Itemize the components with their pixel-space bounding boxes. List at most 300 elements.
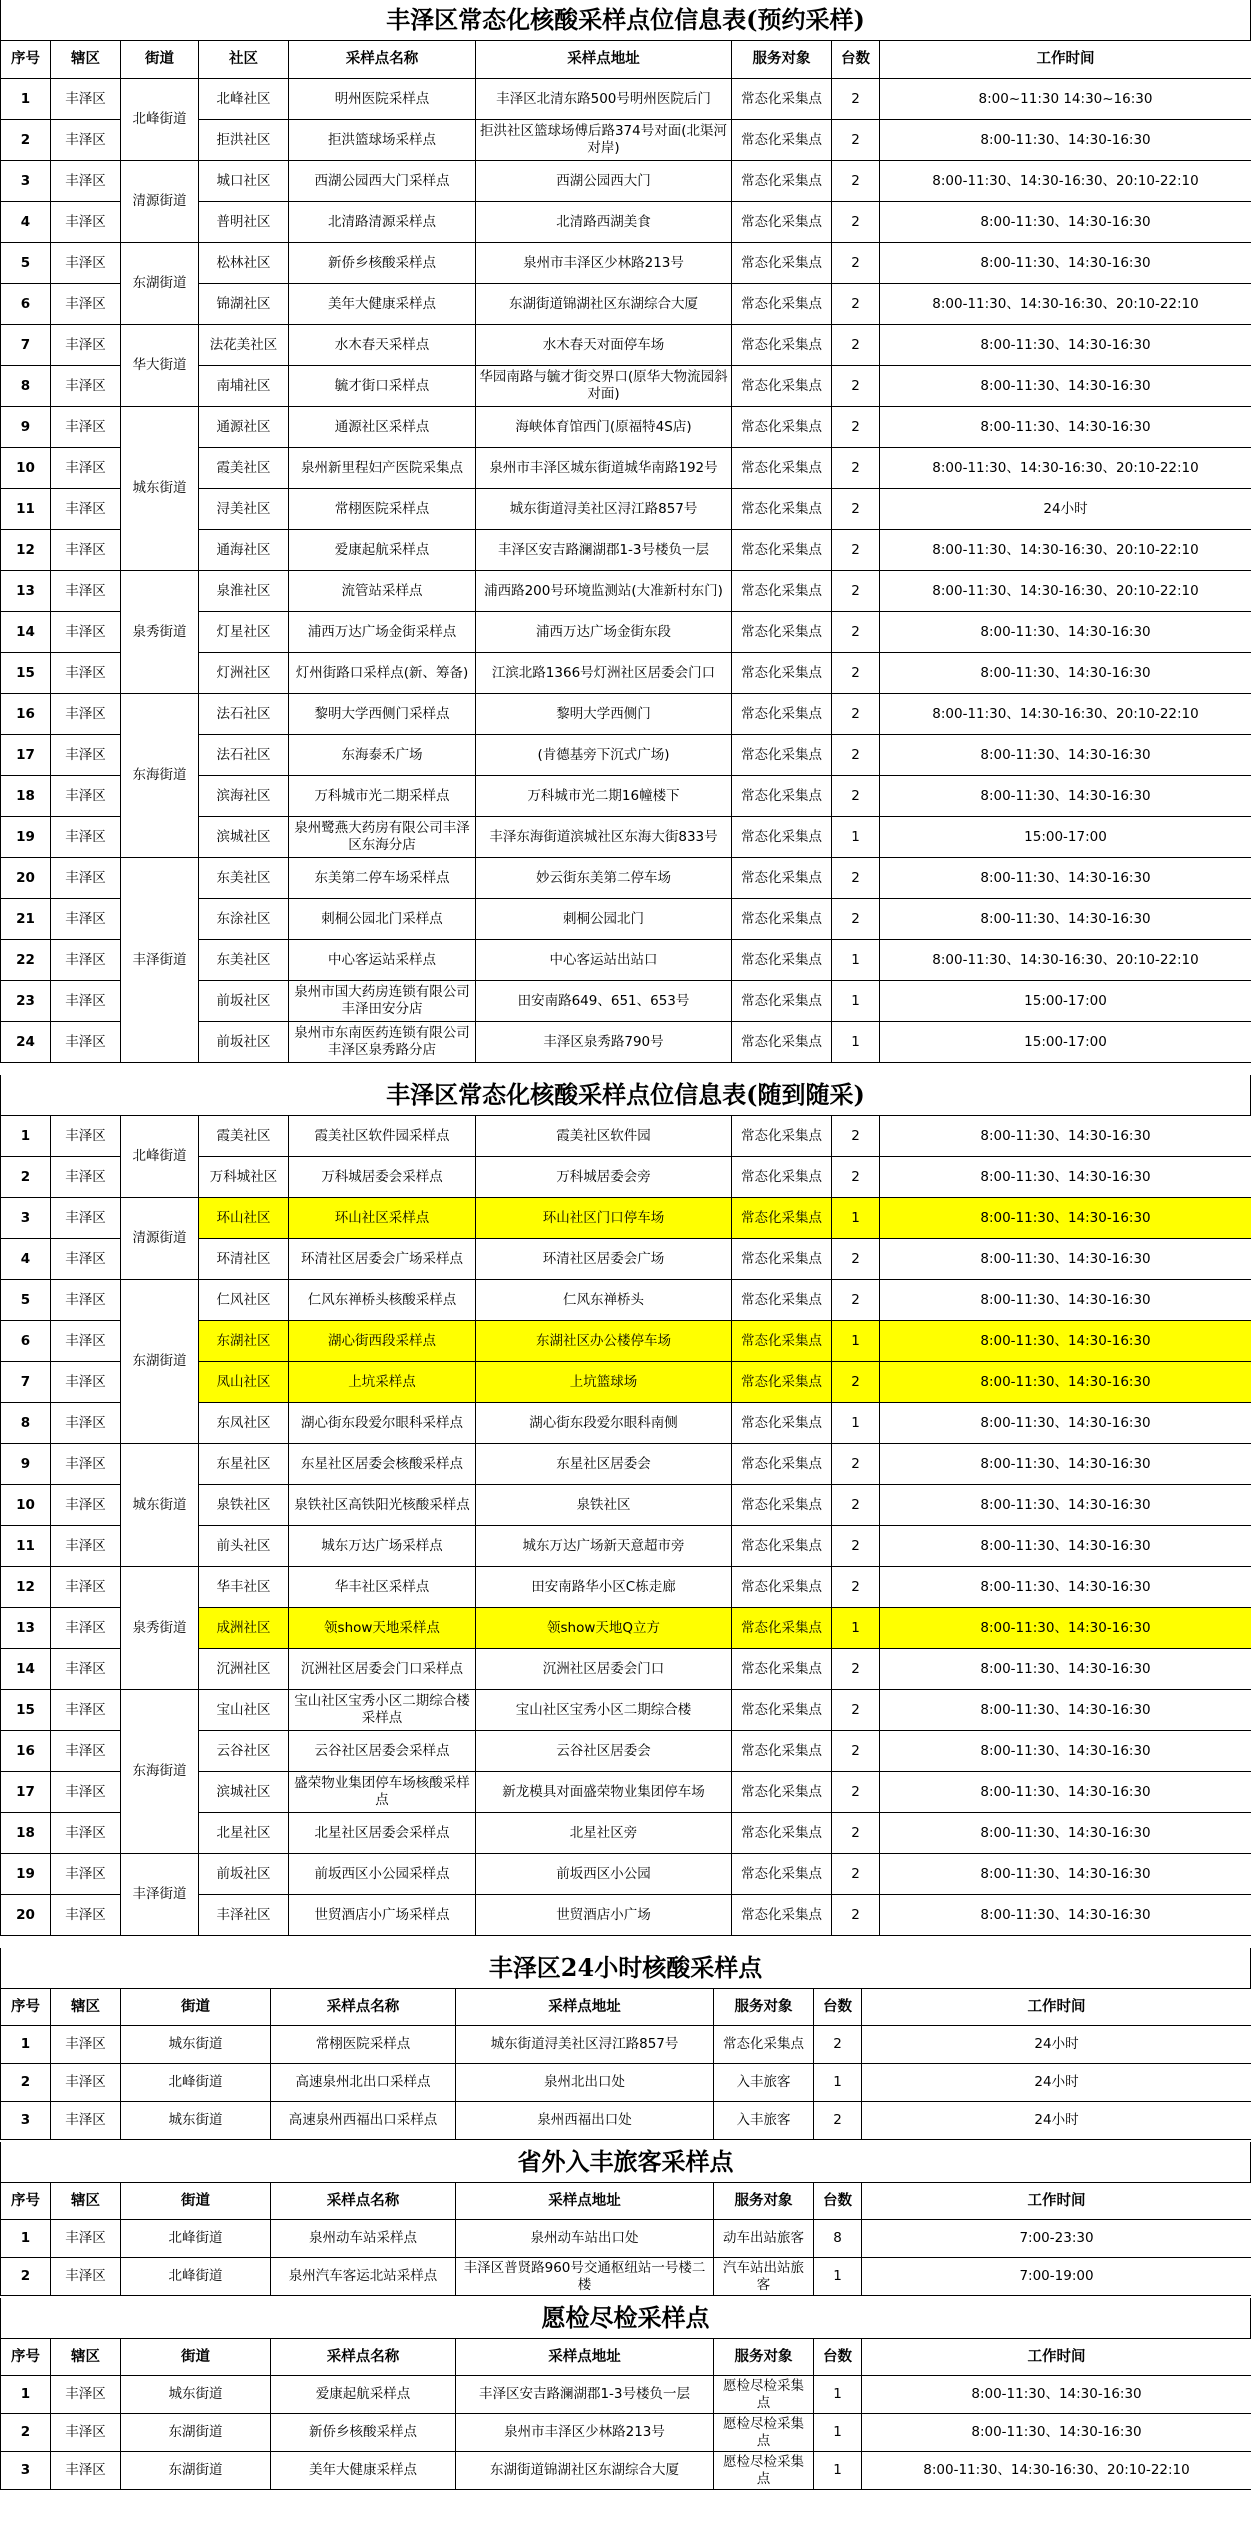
time-cell: 8:00-11:30、14:30-16:30 bbox=[880, 1690, 1251, 1731]
count-cell: 2 bbox=[832, 571, 880, 612]
district-cell: 丰泽区 bbox=[51, 202, 121, 243]
site-name-cell: 泉州动车站采样点 bbox=[271, 2220, 456, 2258]
site-name-cell: 霞美社区软件园采样点 bbox=[289, 1116, 476, 1157]
site-name-cell: 万科城市光二期采样点 bbox=[289, 776, 476, 817]
row-number: 11 bbox=[1, 489, 51, 530]
service-cell: 入丰旅客 bbox=[714, 2102, 814, 2140]
table-row bbox=[1, 2102, 1251, 2140]
row-number: 4 bbox=[1, 1239, 51, 1280]
site-address-cell: 东湖街道锦湖社区东湖综合大厦 bbox=[456, 2452, 714, 2490]
count-cell: 2 bbox=[832, 1895, 880, 1936]
street-cell: 东湖街道 bbox=[121, 2414, 271, 2452]
time-cell: 8:00-11:30、14:30-16:30 bbox=[880, 243, 1251, 284]
time-cell: 8:00-11:30、14:30-16:30 bbox=[880, 899, 1251, 940]
row-number: 10 bbox=[1, 1485, 51, 1526]
column-header: 台数 bbox=[814, 1989, 862, 2026]
site-address-cell: 丰泽区安吉路澜湖郡1-3号楼负一层 bbox=[476, 530, 732, 571]
community-cell: 万科城社区 bbox=[199, 1157, 289, 1198]
column-header: 辖区 bbox=[51, 1989, 121, 2026]
district-cell: 丰泽区 bbox=[51, 2026, 121, 2064]
service-cell: 常态化采集点 bbox=[732, 1239, 832, 1280]
street-cell: 丰泽街道 bbox=[121, 1854, 199, 1936]
time-cell: 8:00-11:30、14:30-16:30 bbox=[862, 2414, 1251, 2452]
site-address-cell: 江滨北路1366号灯洲社区居委会门口 bbox=[476, 653, 732, 694]
row-number: 9 bbox=[1, 407, 51, 448]
site-name-cell: 北星社区居委会采样点 bbox=[289, 1813, 476, 1854]
service-cell: 常态化采集点 bbox=[732, 612, 832, 653]
time-cell: 8:00-11:30、14:30-16:30、20:10-22:10 bbox=[880, 284, 1251, 325]
time-cell: 8:00~11:30 14:30~16:30 bbox=[880, 79, 1251, 120]
community-cell: 前坂社区 bbox=[199, 1854, 289, 1895]
column-header: 台数 bbox=[814, 2183, 862, 2220]
district-cell: 丰泽区 bbox=[51, 612, 121, 653]
community-cell: 环清社区 bbox=[199, 1239, 289, 1280]
site-address-cell: 海峡体育馆西门(原福特4S店) bbox=[476, 407, 732, 448]
community-cell: 东星社区 bbox=[199, 1444, 289, 1485]
district-cell: 丰泽区 bbox=[51, 653, 121, 694]
count-cell: 1 bbox=[832, 817, 880, 858]
site-address-cell: 妙云街东美第二停车场 bbox=[476, 858, 732, 899]
column-header: 辖区 bbox=[51, 2339, 121, 2376]
time-cell: 24小时 bbox=[880, 489, 1251, 530]
row-number: 20 bbox=[1, 858, 51, 899]
service-cell: 常态化采集点 bbox=[732, 1280, 832, 1321]
street-cell: 城东街道 bbox=[121, 2026, 271, 2064]
count-cell: 2 bbox=[814, 2026, 862, 2064]
site-address-cell: 仁风东禅桥头 bbox=[476, 1280, 732, 1321]
count-cell: 2 bbox=[832, 1854, 880, 1895]
street-cell: 泉秀街道 bbox=[121, 571, 199, 694]
time-cell: 8:00-11:30、14:30-16:30 bbox=[880, 1649, 1251, 1690]
community-cell: 通源社区 bbox=[199, 407, 289, 448]
district-cell: 丰泽区 bbox=[51, 448, 121, 489]
count-cell: 2 bbox=[832, 161, 880, 202]
time-cell: 8:00-11:30、14:30-16:30 bbox=[880, 120, 1251, 161]
row-number: 13 bbox=[1, 1608, 51, 1649]
table-row bbox=[1, 2220, 1251, 2258]
service-cell: 常态化采集点 bbox=[732, 1362, 832, 1403]
site-name-cell: 常栩医院采样点 bbox=[289, 489, 476, 530]
district-cell: 丰泽区 bbox=[51, 2376, 121, 2414]
site-address-cell: 万科城市光二期16幢楼下 bbox=[476, 776, 732, 817]
time-cell: 8:00-11:30、14:30-16:30 bbox=[880, 1895, 1251, 1936]
service-cell: 常态化采集点 bbox=[732, 366, 832, 407]
column-header: 采样点地址 bbox=[456, 1989, 714, 2026]
district-cell: 丰泽区 bbox=[51, 79, 121, 120]
row-number: 6 bbox=[1, 1321, 51, 1362]
service-cell: 常态化采集点 bbox=[732, 694, 832, 735]
site-address-cell: 丰泽区安吉路澜湖郡1-3号楼负一层 bbox=[456, 2376, 714, 2414]
site-address-cell: 浦西万达广场金街东段 bbox=[476, 612, 732, 653]
time-cell: 8:00-11:30、14:30-16:30 bbox=[880, 776, 1251, 817]
site-address-cell: 浦西路200号环境监测站(大准新村东门) bbox=[476, 571, 732, 612]
site-name-cell: 城东万达广场采样点 bbox=[289, 1526, 476, 1567]
district-cell: 丰泽区 bbox=[51, 1157, 121, 1198]
site-name-cell: 宝山社区宝秀小区二期综合楼采样点 bbox=[289, 1690, 476, 1731]
table-row bbox=[1, 2258, 1251, 2296]
column-header: 序号 bbox=[1, 2183, 51, 2220]
table-row bbox=[1, 571, 1251, 612]
column-header: 序号 bbox=[1, 41, 51, 79]
community-cell: 丰泽社区 bbox=[199, 1895, 289, 1936]
service-cell: 常态化采集点 bbox=[732, 1567, 832, 1608]
service-cell: 常态化采集点 bbox=[732, 1731, 832, 1772]
community-cell: 灯洲社区 bbox=[199, 653, 289, 694]
site-name-cell: 泉州新里程妇产医院采集点 bbox=[289, 448, 476, 489]
time-cell: 8:00-11:30、14:30-16:30 bbox=[880, 1157, 1251, 1198]
time-cell: 15:00-17:00 bbox=[880, 817, 1251, 858]
service-cell: 常态化采集点 bbox=[732, 653, 832, 694]
count-cell: 1 bbox=[814, 2376, 862, 2414]
time-cell: 8:00-11:30、14:30-16:30、20:10-22:10 bbox=[880, 940, 1251, 981]
site-name-cell: 前坂西区小公园采样点 bbox=[289, 1854, 476, 1895]
time-cell: 8:00-11:30、14:30-16:30、20:10-22:10 bbox=[862, 2452, 1251, 2490]
district-cell: 丰泽区 bbox=[51, 1772, 121, 1813]
district-cell: 丰泽区 bbox=[51, 940, 121, 981]
count-cell: 2 bbox=[832, 284, 880, 325]
column-header: 采样点地址 bbox=[476, 41, 732, 79]
site-name-cell: 东海泰禾广场 bbox=[289, 735, 476, 776]
row-number: 3 bbox=[1, 2102, 51, 2140]
count-cell: 2 bbox=[832, 1731, 880, 1772]
site-name-cell: 东星社区居委会核酸采样点 bbox=[289, 1444, 476, 1485]
service-cell: 常态化采集点 bbox=[732, 940, 832, 981]
site-address-cell: 宝山社区宝秀小区二期综合楼 bbox=[476, 1690, 732, 1731]
service-cell: 常态化采集点 bbox=[732, 1444, 832, 1485]
service-cell: 常态化采集点 bbox=[732, 1690, 832, 1731]
time-cell: 24小时 bbox=[862, 2102, 1251, 2140]
district-cell: 丰泽区 bbox=[51, 735, 121, 776]
time-cell: 8:00-11:30、14:30-16:30 bbox=[880, 1321, 1251, 1362]
table-row bbox=[1, 1854, 1251, 1895]
time-cell: 8:00-11:30、14:30-16:30 bbox=[880, 325, 1251, 366]
site-name-cell: 常栩医院采样点 bbox=[271, 2026, 456, 2064]
column-header: 工作时间 bbox=[862, 2339, 1251, 2376]
service-cell: 常态化采集点 bbox=[732, 1608, 832, 1649]
street-cell: 丰泽街道 bbox=[121, 858, 199, 1063]
site-name-cell: 云谷社区居委会采样点 bbox=[289, 1731, 476, 1772]
district-cell: 丰泽区 bbox=[51, 694, 121, 735]
site-name-cell: 流管站采样点 bbox=[289, 571, 476, 612]
column-header: 辖区 bbox=[51, 41, 121, 79]
time-cell: 8:00-11:30、14:30-16:30 bbox=[880, 1731, 1251, 1772]
count-cell: 2 bbox=[832, 1362, 880, 1403]
site-address-cell: 新龙模具对面盛荣物业集团停车场 bbox=[476, 1772, 732, 1813]
service-cell: 愿检尽检采集点 bbox=[714, 2376, 814, 2414]
community-cell: 南埔社区 bbox=[199, 366, 289, 407]
time-cell: 8:00-11:30、14:30-16:30 bbox=[880, 1608, 1251, 1649]
site-name-cell: 上坑采样点 bbox=[289, 1362, 476, 1403]
count-cell: 2 bbox=[832, 899, 880, 940]
table-row bbox=[1, 2064, 1251, 2102]
row-number: 16 bbox=[1, 1731, 51, 1772]
table-row bbox=[1, 161, 1251, 202]
community-cell: 霞美社区 bbox=[199, 1116, 289, 1157]
time-cell: 8:00-11:30、14:30-16:30 bbox=[880, 1362, 1251, 1403]
time-cell: 8:00-11:30、14:30-16:30 bbox=[880, 1854, 1251, 1895]
site-address-cell: 东湖街道锦湖社区东湖综合大厦 bbox=[476, 284, 732, 325]
table-appointment bbox=[0, 40, 1251, 1063]
community-cell: 滨海社区 bbox=[199, 776, 289, 817]
column-header: 采样点名称 bbox=[271, 2183, 456, 2220]
site-address-cell: 前坂西区小公园 bbox=[476, 1854, 732, 1895]
site-name-cell: 北清路清源采样点 bbox=[289, 202, 476, 243]
district-cell: 丰泽区 bbox=[51, 1239, 121, 1280]
service-cell: 常态化采集点 bbox=[732, 325, 832, 366]
community-cell: 东凤社区 bbox=[199, 1403, 289, 1444]
site-name-cell: 灯州街路口采样点(新、筹备) bbox=[289, 653, 476, 694]
count-cell: 2 bbox=[832, 1157, 880, 1198]
time-cell: 8:00-11:30、14:30-16:30 bbox=[880, 1444, 1251, 1485]
site-address-cell: 泉州市丰泽区少林路213号 bbox=[456, 2414, 714, 2452]
site-name-cell: 浦西万达广场金街采样点 bbox=[289, 612, 476, 653]
community-cell: 东湖社区 bbox=[199, 1321, 289, 1362]
community-cell: 松林社区 bbox=[199, 243, 289, 284]
column-header: 采样点名称 bbox=[271, 1989, 456, 2026]
service-cell: 常态化采集点 bbox=[732, 1157, 832, 1198]
site-address-cell: 刺桐公园北门 bbox=[476, 899, 732, 940]
site-name-cell: 拒洪篮球场采样点 bbox=[289, 120, 476, 161]
time-cell: 24小时 bbox=[862, 2064, 1251, 2102]
site-address-cell: 中心客运站出站口 bbox=[476, 940, 732, 981]
column-header: 采样点名称 bbox=[271, 2339, 456, 2376]
time-cell: 8:00-11:30、14:30-16:30、20:10-22:10 bbox=[880, 571, 1251, 612]
community-cell: 云谷社区 bbox=[199, 1731, 289, 1772]
row-number: 8 bbox=[1, 1403, 51, 1444]
site-address-cell: 上坑篮球场 bbox=[476, 1362, 732, 1403]
service-cell: 动车出站旅客 bbox=[714, 2220, 814, 2258]
column-header: 台数 bbox=[832, 41, 880, 79]
community-cell: 前坂社区 bbox=[199, 1022, 289, 1063]
site-address-cell: 东湖社区办公楼停车场 bbox=[476, 1321, 732, 1362]
table-row bbox=[1, 2026, 1251, 2064]
district-cell: 丰泽区 bbox=[51, 1813, 121, 1854]
community-cell: 凤山社区 bbox=[199, 1362, 289, 1403]
street-cell: 城东街道 bbox=[121, 407, 199, 571]
service-cell: 常态化采集点 bbox=[732, 1485, 832, 1526]
district-cell: 丰泽区 bbox=[51, 407, 121, 448]
section-title-walkin: 丰泽区常态化核酸采样点位信息表(随到随采) bbox=[0, 1075, 1251, 1115]
site-address-cell: 环山社区门口停车场 bbox=[476, 1198, 732, 1239]
site-name-cell: 泉州市国大药房连锁有限公司丰泽田安分店 bbox=[289, 981, 476, 1022]
district-cell: 丰泽区 bbox=[51, 243, 121, 284]
site-address-cell: 西湖公园西大门 bbox=[476, 161, 732, 202]
section-title-out-of-province: 省外入丰旅客采样点 bbox=[0, 2142, 1251, 2182]
count-cell: 1 bbox=[832, 1403, 880, 1444]
count-cell: 2 bbox=[832, 735, 880, 776]
community-cell: 滨城社区 bbox=[199, 1772, 289, 1813]
district-cell: 丰泽区 bbox=[51, 1116, 121, 1157]
community-cell: 宝山社区 bbox=[199, 1690, 289, 1731]
table-row bbox=[1, 2414, 1251, 2452]
service-cell: 常态化采集点 bbox=[732, 1403, 832, 1444]
district-cell: 丰泽区 bbox=[51, 817, 121, 858]
district-cell: 丰泽区 bbox=[51, 325, 121, 366]
site-address-cell: 城东万达广场新天意超市旁 bbox=[476, 1526, 732, 1567]
section-title-24h: 丰泽区24小时核酸采样点 bbox=[0, 1948, 1251, 1988]
district-cell: 丰泽区 bbox=[51, 489, 121, 530]
count-cell: 2 bbox=[832, 120, 880, 161]
row-number: 2 bbox=[1, 120, 51, 161]
count-cell: 2 bbox=[832, 1116, 880, 1157]
site-address-cell: 田安南路649、651、653号 bbox=[476, 981, 732, 1022]
site-name-cell: 中心客运站采样点 bbox=[289, 940, 476, 981]
site-address-cell: 湖心街东段爱尔眼科南侧 bbox=[476, 1403, 732, 1444]
count-cell: 1 bbox=[814, 2258, 862, 2296]
site-address-cell: 泉州西福出口处 bbox=[456, 2102, 714, 2140]
street-cell: 北峰街道 bbox=[121, 2220, 271, 2258]
site-name-cell: 刺桐公园北门采样点 bbox=[289, 899, 476, 940]
site-address-cell: 田安南路华小区C栋走廊 bbox=[476, 1567, 732, 1608]
count-cell: 2 bbox=[832, 1444, 880, 1485]
count-cell: 2 bbox=[832, 1567, 880, 1608]
site-address-cell: 领show天地Q立方 bbox=[476, 1608, 732, 1649]
community-cell: 泉铁社区 bbox=[199, 1485, 289, 1526]
site-name-cell: 泉州鹭燕大药房有限公司丰泽区东海分店 bbox=[289, 817, 476, 858]
site-name-cell: 美年大健康采样点 bbox=[289, 284, 476, 325]
table-row bbox=[1, 1280, 1251, 1321]
site-name-cell: 美年大健康采样点 bbox=[271, 2452, 456, 2490]
community-cell: 前头社区 bbox=[199, 1526, 289, 1567]
street-cell: 北峰街道 bbox=[121, 1116, 199, 1198]
time-cell: 8:00-11:30、14:30-16:30 bbox=[880, 1198, 1251, 1239]
site-name-cell: 新侨乡核酸采样点 bbox=[271, 2414, 456, 2452]
district-cell: 丰泽区 bbox=[51, 1198, 121, 1239]
service-cell: 常态化采集点 bbox=[732, 1321, 832, 1362]
community-cell: 仁风社区 bbox=[199, 1280, 289, 1321]
count-cell: 2 bbox=[832, 612, 880, 653]
row-number: 18 bbox=[1, 776, 51, 817]
site-address-cell: 环清社区居委会广场 bbox=[476, 1239, 732, 1280]
district-cell: 丰泽区 bbox=[51, 2414, 121, 2452]
row-number: 17 bbox=[1, 735, 51, 776]
community-cell: 华丰社区 bbox=[199, 1567, 289, 1608]
street-cell: 东湖街道 bbox=[121, 2452, 271, 2490]
time-cell: 8:00-11:30、14:30-16:30 bbox=[880, 1485, 1251, 1526]
site-address-cell: 城东街道浔美社区浔江路857号 bbox=[476, 489, 732, 530]
district-cell: 丰泽区 bbox=[51, 1567, 121, 1608]
row-number: 14 bbox=[1, 1649, 51, 1690]
count-cell: 2 bbox=[832, 202, 880, 243]
time-cell: 8:00-11:30、14:30-16:30 bbox=[880, 202, 1251, 243]
site-name-cell: 华丰社区采样点 bbox=[289, 1567, 476, 1608]
row-number: 21 bbox=[1, 899, 51, 940]
district-cell: 丰泽区 bbox=[51, 2452, 121, 2490]
count-cell: 2 bbox=[832, 858, 880, 899]
row-number: 10 bbox=[1, 448, 51, 489]
count-cell: 2 bbox=[814, 2102, 862, 2140]
row-number: 1 bbox=[1, 2376, 51, 2414]
row-number: 8 bbox=[1, 366, 51, 407]
site-address-cell: 城东街道浔美社区浔江路857号 bbox=[456, 2026, 714, 2064]
street-cell: 东海街道 bbox=[121, 694, 199, 858]
site-address-cell: 泉州北出口处 bbox=[456, 2064, 714, 2102]
service-cell: 常态化采集点 bbox=[732, 530, 832, 571]
column-header: 街道 bbox=[121, 1989, 271, 2026]
street-cell: 城东街道 bbox=[121, 2102, 271, 2140]
service-cell: 常态化采集点 bbox=[732, 489, 832, 530]
street-cell: 城东街道 bbox=[121, 2376, 271, 2414]
street-cell: 北峰街道 bbox=[121, 2064, 271, 2102]
service-cell: 常态化采集点 bbox=[732, 120, 832, 161]
site-name-cell: 高速泉州西福出口采样点 bbox=[271, 2102, 456, 2140]
community-cell: 环山社区 bbox=[199, 1198, 289, 1239]
count-cell: 2 bbox=[832, 694, 880, 735]
count-cell: 2 bbox=[832, 1485, 880, 1526]
count-cell: 2 bbox=[832, 325, 880, 366]
district-cell: 丰泽区 bbox=[51, 1280, 121, 1321]
site-address-cell: 霞美社区软件园 bbox=[476, 1116, 732, 1157]
site-address-cell: 华园南路与毓才街交界口(原华大物流园斜对面) bbox=[476, 366, 732, 407]
site-name-cell: 黎明大学西侧门采样点 bbox=[289, 694, 476, 735]
service-cell: 常态化采集点 bbox=[732, 858, 832, 899]
count-cell: 2 bbox=[832, 530, 880, 571]
column-header: 社区 bbox=[199, 41, 289, 79]
count-cell: 2 bbox=[832, 1813, 880, 1854]
district-cell: 丰泽区 bbox=[51, 530, 121, 571]
service-cell: 常态化采集点 bbox=[732, 243, 832, 284]
column-header: 辖区 bbox=[51, 2183, 121, 2220]
time-cell: 8:00-11:30、14:30-16:30 bbox=[880, 1116, 1251, 1157]
row-number: 18 bbox=[1, 1813, 51, 1854]
time-cell: 8:00-11:30、14:30-16:30 bbox=[880, 1813, 1251, 1854]
row-number: 6 bbox=[1, 284, 51, 325]
row-number: 24 bbox=[1, 1022, 51, 1063]
column-header: 台数 bbox=[814, 2339, 862, 2376]
service-cell: 常态化采集点 bbox=[732, 1022, 832, 1063]
row-number: 7 bbox=[1, 325, 51, 366]
column-header: 序号 bbox=[1, 2339, 51, 2376]
service-cell: 常态化采集点 bbox=[732, 1116, 832, 1157]
count-cell: 1 bbox=[832, 1022, 880, 1063]
count-cell: 2 bbox=[832, 1239, 880, 1280]
district-cell: 丰泽区 bbox=[51, 1731, 121, 1772]
site-address-cell: 丰泽区泉秀路790号 bbox=[476, 1022, 732, 1063]
community-cell: 锦湖社区 bbox=[199, 284, 289, 325]
service-cell: 入丰旅客 bbox=[714, 2064, 814, 2102]
table-row bbox=[1, 243, 1251, 284]
district-cell: 丰泽区 bbox=[51, 1321, 121, 1362]
count-cell: 2 bbox=[832, 489, 880, 530]
table-out-of-province bbox=[0, 2182, 1251, 2296]
time-cell: 8:00-11:30、14:30-16:30 bbox=[880, 1526, 1251, 1567]
street-cell: 清源街道 bbox=[121, 161, 199, 243]
column-header: 采样点地址 bbox=[456, 2183, 714, 2220]
site-address-cell: 北星社区旁 bbox=[476, 1813, 732, 1854]
service-cell: 常态化采集点 bbox=[732, 202, 832, 243]
time-cell: 8:00-11:30、14:30-16:30、20:10-22:10 bbox=[880, 161, 1251, 202]
row-number: 2 bbox=[1, 1157, 51, 1198]
row-number: 1 bbox=[1, 79, 51, 120]
row-number: 1 bbox=[1, 2220, 51, 2258]
community-cell: 泉淮社区 bbox=[199, 571, 289, 612]
count-cell: 1 bbox=[814, 2414, 862, 2452]
community-cell: 法石社区 bbox=[199, 735, 289, 776]
column-header: 街道 bbox=[121, 41, 199, 79]
community-cell: 浔美社区 bbox=[199, 489, 289, 530]
column-header: 工作时间 bbox=[862, 1989, 1251, 2026]
site-name-cell: 盛荣物业集团停车场核酸采样点 bbox=[289, 1772, 476, 1813]
site-address-cell: 沉洲社区居委会门口 bbox=[476, 1649, 732, 1690]
district-cell: 丰泽区 bbox=[51, 120, 121, 161]
site-name-cell: 领show天地采样点 bbox=[289, 1608, 476, 1649]
service-cell: 汽车站出站旅客 bbox=[714, 2258, 814, 2296]
district-cell: 丰泽区 bbox=[51, 1444, 121, 1485]
district-cell: 丰泽区 bbox=[51, 1485, 121, 1526]
table-row bbox=[1, 1116, 1251, 1157]
site-name-cell: 湖心街东段爱尔眼科采样点 bbox=[289, 1403, 476, 1444]
site-name-cell: 毓才街口采样点 bbox=[289, 366, 476, 407]
